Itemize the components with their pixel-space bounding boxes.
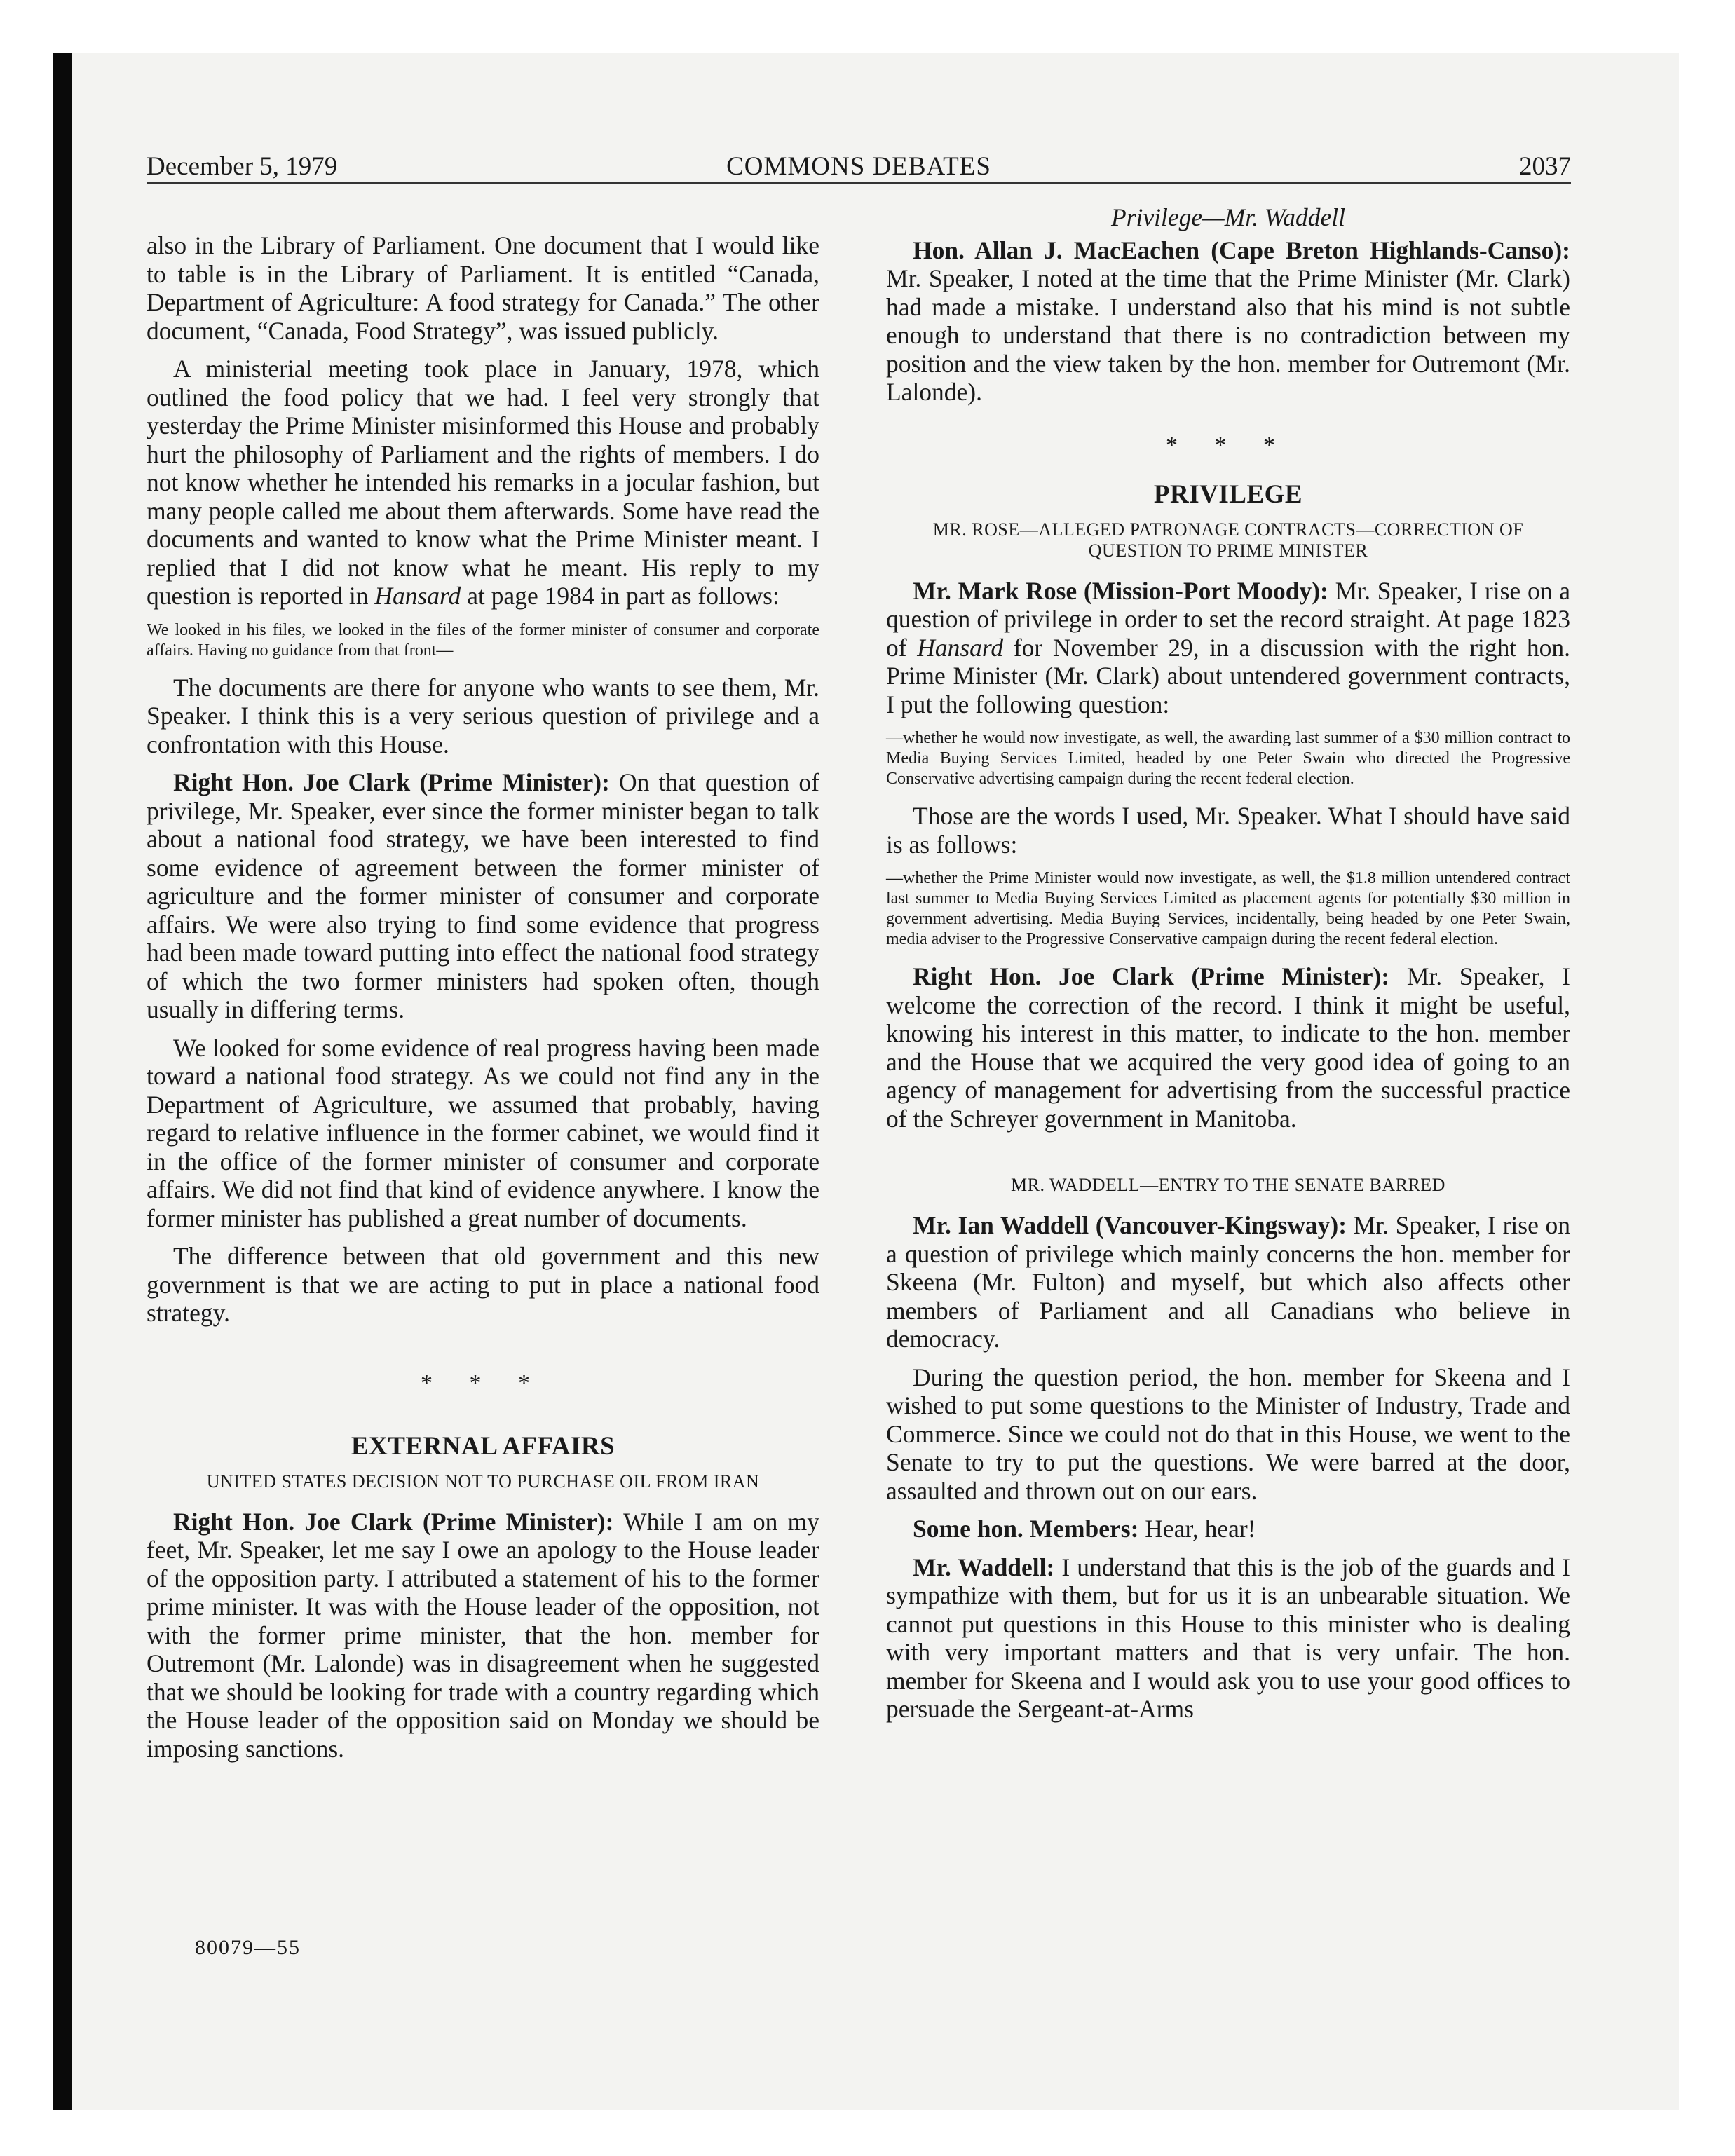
paragraph: During the question period, the hon. member for Skeena and I wished to put some questions to the Minister of Industry, Trade and Commerce. Since we could not do that in this House, we went to the Senate to try to put the questions. We were barred at the door, assaulted and thrown out on our ears. (886, 1363, 1570, 1505)
paragraph (147, 355, 819, 610)
paragraph: The difference between that old government and this new government is that we are acting to put in place a national food strategy. (147, 1242, 819, 1327)
quotation: —whether he would now investigate, as well, the awarding last summer of a $30 million contract to Media Buying Services Limited, headed by one Peter Swain who directed the Progressive Conservative advertising campaign during the recent federal election. (886, 729, 1570, 788)
section-break: * * * (421, 1370, 545, 1396)
speech (886, 1553, 1570, 1724)
speech (886, 1211, 1570, 1353)
speaker-name: Right Hon. Joe Clark (Prime Minister): (173, 768, 610, 796)
section-subheading: MR. ROSE—ALLEGED PATRONAGE CONTRACTS—CORRECTION OF QUESTION TO PRIME MINISTER (932, 519, 1524, 561)
speech (886, 236, 1570, 407)
section-subheading: MR. WADDELL—ENTRY TO THE SENATE BARRED (1011, 1175, 1445, 1195)
speech-text: Mr. Speaker, I rise on a question of privilege in order to set the record straight. At page 1823 of (886, 576, 1570, 662)
paragraph: Those are the words I used, Mr. Speaker. What I should have said is as follows: (886, 802, 1570, 859)
speaker-name: Some hon. Members: (913, 1515, 1139, 1543)
speech-text: On that question of privilege, Mr. Speaker, ever since the former minister began to talk about a national food strategy, we have been interested to find some evidence of agreement between the former minister of agriculture and the former minister of consumer and corporate affairs. We were also trying to find some evidence that progress had been made toward putting into effect the national food strategy of which the two former ministers had spoken often, though usually in differing terms. (147, 768, 819, 1023)
running-head: Privilege—Mr. Waddell (1111, 203, 1345, 231)
speaker-name: Mr. Waddell: (913, 1553, 1055, 1581)
paragraph: We looked for some evidence of real progress having been made toward a national food strategy. As we could not find any in the Department of Agriculture, we assumed that probably, having regard to relative influence in the former cabinet, we would find it in the office of the former minister of consumer and corporate affairs. We did not find that kind of evidence anywhere. I know the former minister has published a great number of documents. (147, 1033, 819, 1232)
speaker-name: Right Hon. Joe Clark (Prime Minister): (173, 1507, 614, 1536)
header-date: December 5, 1979 (147, 152, 338, 181)
speaker-name: Hon. Allan J. MacEachen (Cape Breton Highlands-Canso): (913, 236, 1570, 264)
paragraph-text: at page 1984 in part as follows: (467, 582, 780, 610)
speaker-name: Right Hon. Joe Clark (Prime Minister): (913, 962, 1390, 990)
speech-text: for November 29, in a discussion with the right hon. Prime Minister (Mr. Clark) about untendered government contracts, I put the following question: (886, 633, 1571, 718)
header-title: COMMONS DEBATES (726, 152, 991, 181)
paragraph: also in the Library of Parliament. One document that I would like to table is in the Library of Parliament. It is entitled “Canada, Department of Agriculture: A food strategy for Canada.” The other document, “Canada, Food Strategy”, was issued publicly. (147, 231, 819, 345)
section-heading: EXTERNAL AFFAIRS (351, 1432, 615, 1461)
quotation: —whether the Prime Minister would now investigate, as well, the $1.8 million untendered contract last summer to Media Buying Services Limited as placement agents for potentially $30 million in government advertising. Media Buying Services, incidentally, being headed by one Peter Swain, media adviser to the Progressive Conservative campaign during the recent federal election. (886, 869, 1570, 948)
speech-text: Hear, hear! (1145, 1515, 1256, 1543)
hansard-reference: Hansard (374, 582, 461, 610)
speech (886, 1515, 1570, 1543)
speech-text: Mr. Speaker, I rise on a question of privilege which mainly concerns the hon. member for Skeena (Mr. Fulton) and myself, but which also affects other members of Parliament and all Canadians who believe in democracy. (886, 1211, 1570, 1353)
page-header (147, 149, 1571, 185)
section-subheading: UNITED STATES DECISION NOT TO PURCHASE OIL FROM IRAN (206, 1471, 760, 1492)
speech-text: Mr. Speaker, I welcome the correction of the record. I think it might be useful, knowing his interest in this matter, to indicate to the hon. member and the House that we acquired the very good idea of going to an agency of management for advertising from the successful practice of the Schreyer government in Manitoba. (886, 962, 1571, 1133)
header-page-number: 2037 (1519, 152, 1571, 181)
quotation: We looked in his files, we looked in the files of the former minister of consumer and corporate affairs. Having no guidance from that front— (147, 620, 819, 660)
speaker-name: Mr. Ian Waddell (Vancouver-Kingsway): (913, 1211, 1347, 1239)
binding-edge (53, 53, 72, 2110)
speech-text: Mr. Speaker, I noted at the time that the Prime Minister (Mr. Clark) had made a mistake. I understand also that his mind is not subtle enough to understand that there is no contradiction between my position and the view taken by the hon. member for Outremont (Mr. Lalonde). (886, 264, 1570, 406)
right-column (886, 203, 1570, 1733)
header-rule (147, 182, 1571, 184)
paragraph-text: A ministerial meeting took place in January, 1978, which outlined the food policy that we had. I feel very strongly that yesterday the Prime Minister misinformed this House and probably hurt the philosophy of Parliament and the rights of members. I do not know whether he intended his remarks in a jocular fashion, but many people called me about them afterwards. Some have read the documents and wanted to know what the Prime Minister meant. I replied that I did not know what he meant. His reply to my question is reported in (147, 355, 819, 610)
speech-text: I understand that this is the job of the guards and I sympathize with them, but for us it is an unbearable situation. We cannot put questions in this House to this minister who is dealing with very important matters and that is very unfair. The hon. member for Skeena and I would ask you to use your good offices to persuade the Sergeant-at-Arms (886, 1553, 1570, 1723)
print-code: 80079—55 (195, 1936, 301, 1959)
speech-text: While I am on my feet, Mr. Speaker, let me say I owe an apology to the House leader of the opposition party. I attributed a statement of his to the former prime minister. It was with the House leader of the opposition, not with the former prime minister, that the hon. member for Outremont (Mr. Lalonde) was in disagreement when he suggested that we should be looking for trade with a country regarding which the House leader of the opposition said on Monday we should be imposing sanctions. (147, 1507, 819, 1763)
speaker-name: Mr. Mark Rose (Mission-Port Moody): (913, 576, 1328, 605)
section-heading: PRIVILEGE (1153, 480, 1303, 509)
speech (886, 962, 1570, 1133)
left-column (147, 231, 819, 1773)
speech (147, 768, 819, 1024)
speech (886, 577, 1570, 719)
speech (147, 1508, 819, 1763)
section-break: * * * (1166, 432, 1291, 458)
paragraph: The documents are there for anyone who wants to see them, Mr. Speaker. I think this is a very serious question of privilege and a confrontation with this House. (147, 673, 819, 758)
hansard-reference: Hansard (917, 633, 1004, 662)
